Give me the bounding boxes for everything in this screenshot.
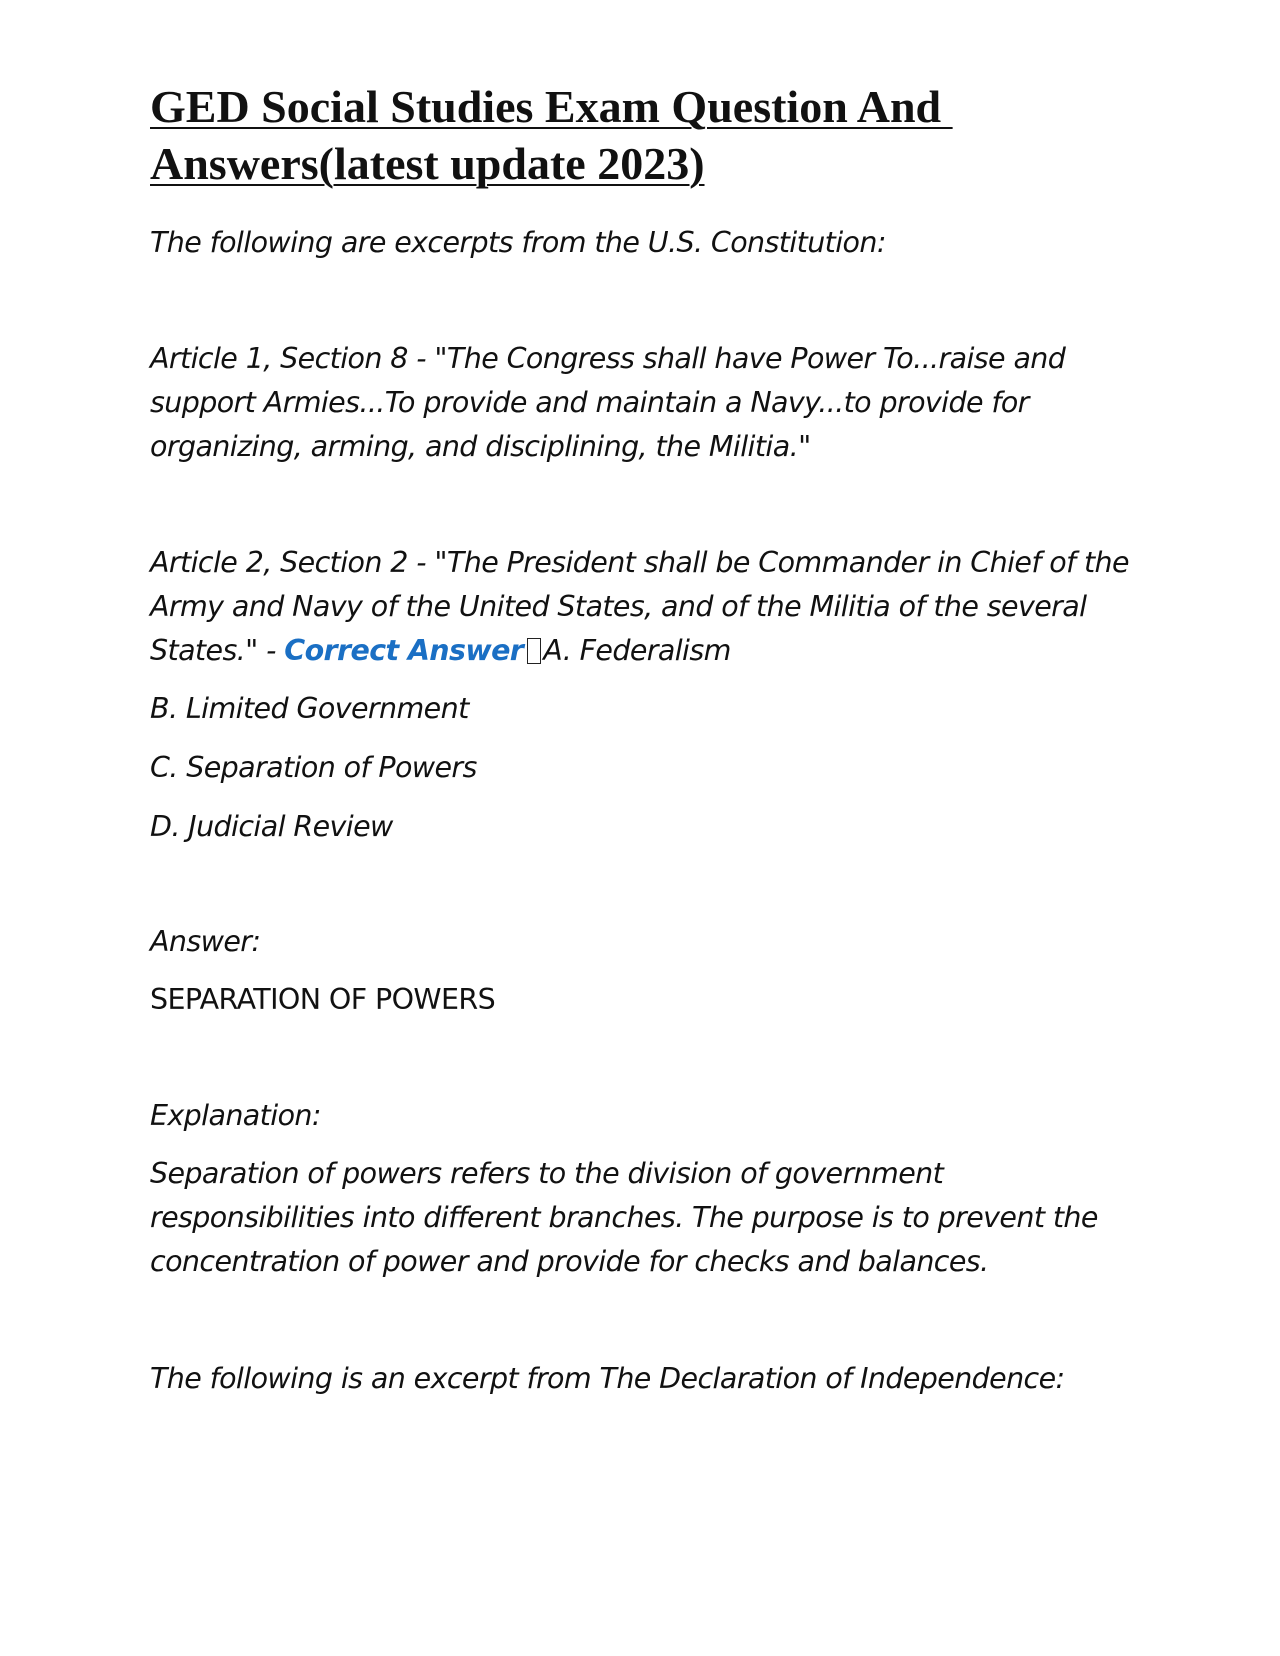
article-1-line-3: organizing, arming, and disciplining, the Militia." (150, 430, 811, 463)
correct-answer-label: Correct Answer (284, 634, 524, 667)
explanation-line-3: concentration of power and provide for checks and balances. (150, 1245, 989, 1278)
explanation-label: Explanation: (150, 1099, 321, 1132)
article-2-excerpt (150, 541, 1130, 673)
article-2-line-3-prefix: States." - (150, 634, 285, 667)
missing-glyph-icon (527, 638, 541, 664)
answer-label: Answer: (150, 925, 261, 958)
title-line-2: Answers(latest update 2023) (150, 138, 705, 189)
article-2-line-1: Article 2, Section 2 - "The President shall be Commander in Chief of the (150, 546, 1129, 579)
explanation-text (150, 1152, 1130, 1284)
document-title (150, 78, 1130, 192)
option-b: B. Limited Government (150, 692, 469, 725)
article-1-excerpt (150, 337, 1130, 469)
document-page (150, 78, 1130, 1401)
next-question-intro: The following is an excerpt from The Declaration of Independence: (150, 1362, 1065, 1395)
article-2-line-3 (150, 629, 1130, 673)
article-2-line-2: Army and Navy of the United States, and of the Militia of the several (150, 590, 1087, 623)
article-1-line-2: support Armies...To provide and maintain a Navy...to provide for (150, 386, 1029, 419)
explanation-line-2: responsibilities into different branches. The purpose is to prevent the (150, 1201, 1098, 1234)
option-a: A. Federalism (543, 634, 731, 667)
title-line-1: GED Social Studies Exam Question And (150, 81, 953, 132)
option-c: C. Separation of Powers (150, 751, 477, 784)
answer-value: SEPARATION OF POWERS (150, 983, 496, 1016)
option-d: D. Judicial Review (150, 810, 393, 843)
article-1-line-1: Article 1, Section 8 - "The Congress shall have Power To...raise and (150, 342, 1066, 375)
intro-text: The following are excerpts from the U.S. Constitution: (150, 226, 886, 259)
explanation-line-1: Separation of powers refers to the division of government (150, 1157, 944, 1190)
